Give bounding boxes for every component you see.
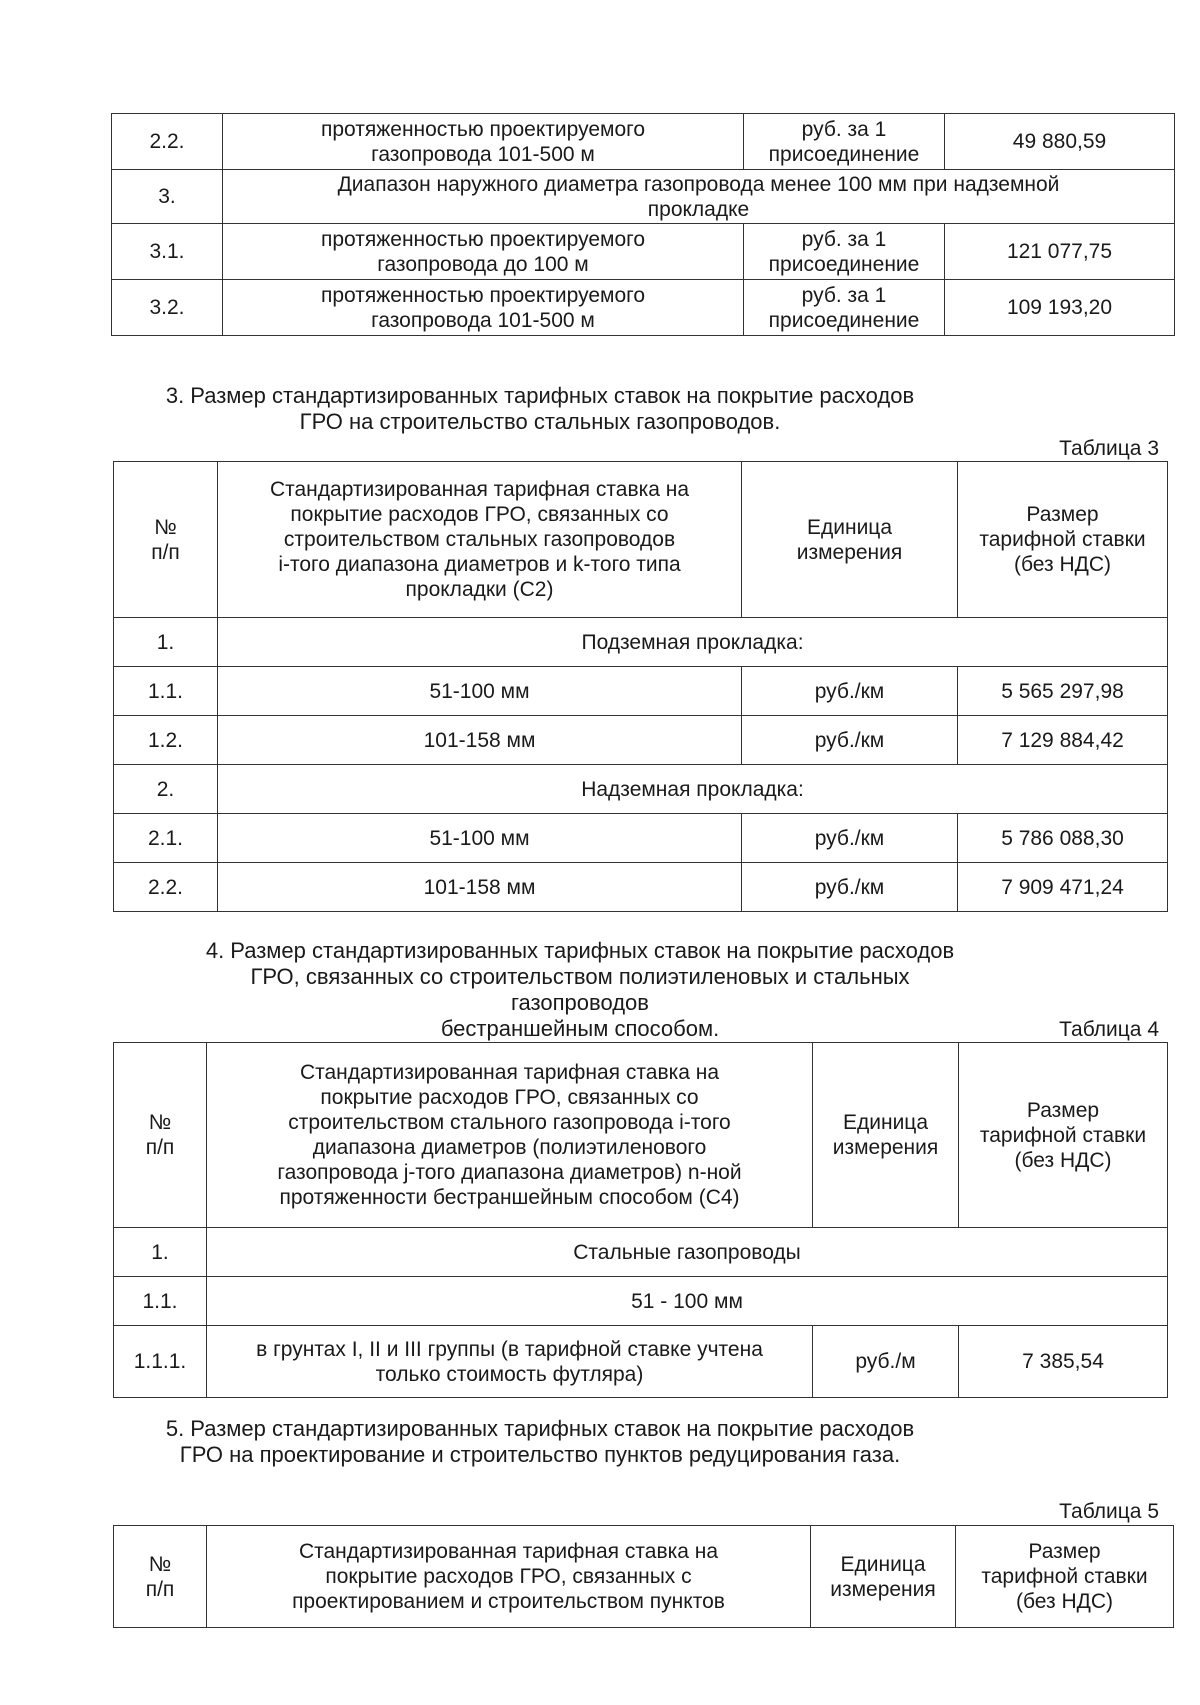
row-number: 1.1. <box>114 667 218 716</box>
row-value: 109 193,20 <box>945 280 1175 336</box>
row-number: 1.1. <box>114 1277 207 1326</box>
table-5-label: Таблица 5 <box>1059 1500 1159 1523</box>
section-5-heading: 5. Размер стандартизированных тарифных ставок на покрытие расходов ГРО на проектирование и строительство пунктов редуцирования газа. <box>165 1416 915 1467</box>
tariff-table-3 <box>113 461 1168 912</box>
header-unit: Единица измерения <box>811 1526 956 1628</box>
row-unit: руб./км <box>742 716 958 765</box>
row-unit: руб./км <box>742 667 958 716</box>
tariff-table-4 <box>113 1042 1168 1398</box>
row-unit: руб. за 1 присоединение <box>744 114 945 170</box>
row-description: Подземная прокладка: <box>218 618 1168 667</box>
table-row <box>114 765 1168 814</box>
row-number: 1. <box>114 618 218 667</box>
header-number: № п/п <box>114 1526 207 1628</box>
row-value: 7 385,54 <box>959 1326 1168 1398</box>
header-number: № п/п <box>114 1043 207 1228</box>
header-description: Стандартизированная тарифная ставка на покрытие расходов ГРО, связанных с проектированием и строительством пунктов <box>207 1526 811 1628</box>
row-value: 7 129 884,42 <box>958 716 1168 765</box>
header-unit: Единица измерения <box>742 462 958 618</box>
row-description: в грунтах I, II и III группы (в тарифной ставке учтена только стоимость футляра) <box>207 1326 813 1398</box>
row-value: 49 880,59 <box>945 114 1175 170</box>
row-number: 1. <box>114 1228 207 1277</box>
row-description: Надземная прокладка: <box>218 765 1168 814</box>
row-unit: руб./км <box>742 863 958 912</box>
row-description: Стальные газопроводы <box>207 1228 1168 1277</box>
table-row <box>112 224 1175 280</box>
tariff-table-2-continuation <box>111 113 1175 336</box>
table-header-row <box>114 462 1168 618</box>
header-description: Стандартизированная тарифная ставка на покрытие расходов ГРО, связанных со строительством стального газопровода i-того диапазона диаметров (полиэтиленового газопровода j-того диапазона диаметров) n-ной протяженности бестраншейным способом (С4) <box>207 1043 813 1228</box>
header-value: Размер тарифной ставки (без НДС) <box>958 462 1168 618</box>
row-number: 1.1.1. <box>114 1326 207 1398</box>
table-row <box>114 716 1168 765</box>
tariff-table-5 <box>113 1525 1174 1628</box>
row-value: 5 786 088,30 <box>958 814 1168 863</box>
table-header-row <box>114 1526 1174 1628</box>
row-value: 121 077,75 <box>945 224 1175 280</box>
row-description: 51-100 мм <box>218 814 742 863</box>
row-unit: руб. за 1 присоединение <box>744 280 945 336</box>
table-row <box>112 170 1175 224</box>
row-description: 51 - 100 мм <box>207 1277 1168 1326</box>
row-unit: руб./м <box>813 1326 959 1398</box>
table-3-label: Таблица 3 <box>1059 437 1159 460</box>
header-value: Размер тарифной ставки (без НДС) <box>956 1526 1174 1628</box>
row-number: 3. <box>112 170 223 224</box>
header-unit: Единица измерения <box>813 1043 959 1228</box>
row-description: 101-158 мм <box>218 716 742 765</box>
row-number: 2. <box>114 765 218 814</box>
table-row <box>114 667 1168 716</box>
table-4-label: Таблица 4 <box>1059 1018 1159 1041</box>
row-description: протяженностью проектируемого газопровода 101-500 м <box>223 114 744 170</box>
header-value: Размер тарифной ставки (без НДС) <box>959 1043 1168 1228</box>
row-number: 2.1. <box>114 814 218 863</box>
table-row <box>114 1277 1168 1326</box>
row-unit: руб. за 1 присоединение <box>744 224 945 280</box>
row-description: 51-100 мм <box>218 667 742 716</box>
row-number: 3.2. <box>112 280 223 336</box>
table-header-row <box>114 1043 1168 1228</box>
row-description: 101-158 мм <box>218 863 742 912</box>
row-number: 3.1. <box>112 224 223 280</box>
table-row <box>114 1228 1168 1277</box>
row-value: 5 565 297,98 <box>958 667 1168 716</box>
row-value: 7 909 471,24 <box>958 863 1168 912</box>
row-description: Диапазон наружного диаметра газопровода менее 100 мм при надземной прокладке <box>223 170 1175 224</box>
row-description: протяженностью проектируемого газопровода до 100 м <box>223 224 744 280</box>
row-description: протяженностью проектируемого газопровода 101-500 м <box>223 280 744 336</box>
table-row <box>114 814 1168 863</box>
table-row <box>114 618 1168 667</box>
header-number: № п/п <box>114 462 218 618</box>
header-description: Стандартизированная тарифная ставка на покрытие расходов ГРО, связанных со строительством стальных газопроводов i-того диапазона диаметров и k-того типа прокладки (С2) <box>218 462 742 618</box>
table-row <box>114 1326 1168 1398</box>
table-row <box>112 280 1175 336</box>
section-4-heading: 4. Размер стандартизированных тарифных ставок на покрытие расходов ГРО, связанных со строительством полиэтиленовых и стальных газопроводов бестраншейным способом. <box>205 938 955 1041</box>
table-row <box>114 863 1168 912</box>
section-3-heading: 3. Размер стандартизированных тарифных ставок на покрытие расходов ГРО на строительство стальных газопроводов. <box>165 383 915 434</box>
table-row <box>112 114 1175 170</box>
row-number: 1.2. <box>114 716 218 765</box>
row-number: 2.2. <box>114 863 218 912</box>
row-unit: руб./км <box>742 814 958 863</box>
row-number: 2.2. <box>112 114 223 170</box>
